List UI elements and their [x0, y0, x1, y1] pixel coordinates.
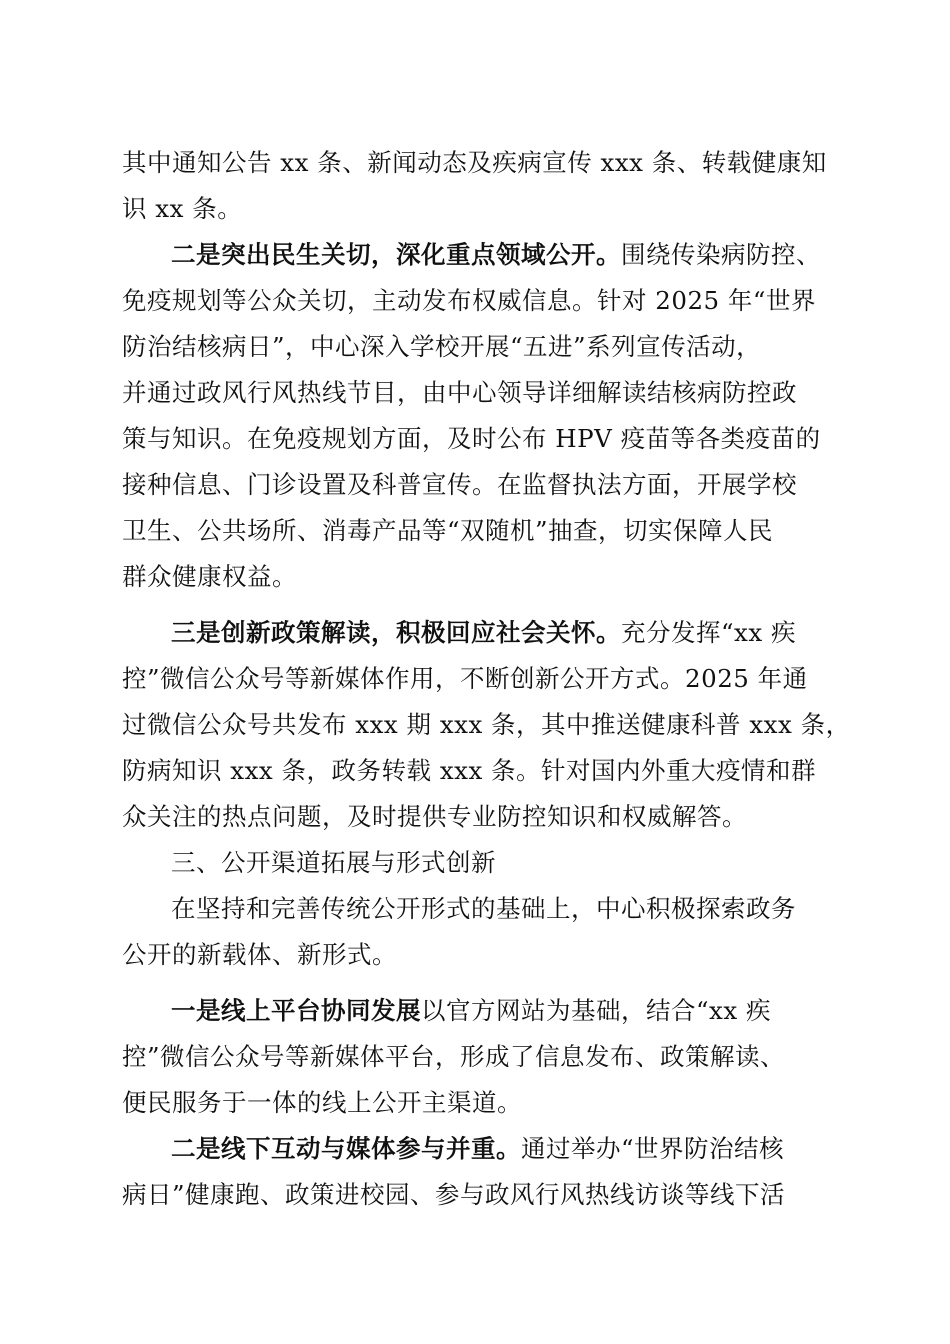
paragraph-line: 并通过政风行风热线节目，由中心领导详细解读结核病防控政	[122, 378, 797, 407]
paragraph-line: 病日”健康跑、政策进校园、参与政风行风热线访谈等线下活	[122, 1180, 786, 1209]
emphasis-lead: 二是突出民生关切，深化重点领域公开。	[171, 240, 621, 269]
paragraph-line: 其中通知公告 xx 条、新闻动态及疾病宣传 xxx 条、转载健康知	[122, 148, 827, 177]
paragraph-line: 控”微信公众号等新媒体作用，不断创新公开方式。2025 年通	[122, 664, 808, 693]
paragraph-line	[171, 988, 771, 1034]
paragraph-line: 控”微信公众号等新媒体平台，形成了信息发布、政策解读、	[122, 1042, 786, 1071]
paragraph-line: 过微信公众号共发布 xxx 期 xxx 条，其中推送健康科普 xxx 条，	[122, 710, 851, 739]
paragraph-text: 围绕传染病防控、	[621, 240, 821, 269]
emphasis-lead: 一是线上平台协同发展	[171, 996, 421, 1025]
paragraph-line: 便民服务于一体的线上公开主渠道。	[122, 1088, 522, 1117]
paragraph-line: 卫生、公共场所、消毒产品等“双随机”抽查，切实保障人民	[122, 516, 774, 545]
emphasis-lead: 二是线下互动与媒体参与并重。	[171, 1134, 521, 1163]
paragraph-line: 在坚持和完善传统公开形式的基础上，中心积极探索政务	[171, 894, 796, 923]
paragraph-line: 识 xx 条。	[122, 194, 243, 223]
paragraph-line: 策与知识。在免疫规划方面，及时公布 HPV 疫苗等各类疫苗的	[122, 424, 821, 453]
paragraph-line	[171, 610, 796, 656]
paragraph-line: 公开的新载体、新形式。	[122, 940, 397, 969]
emphasis-lead: 三是创新政策解读，积极回应社会关怀。	[171, 618, 621, 647]
paragraph-line: 免疫规划等公众关切，主动发布权威信息。针对 2025 年“世界	[122, 286, 816, 315]
paragraph-line: 群众健康权益。	[122, 562, 297, 591]
paragraph-text: 以官方网站为基础，结合“xx 疾	[421, 996, 771, 1025]
paragraph-text: 充分发挥“xx 疾	[621, 618, 796, 647]
paragraph-line: 众关注的热点问题，及时提供专业防控知识和权威解答。	[122, 802, 747, 831]
paragraph-line	[171, 232, 821, 278]
paragraph-line: 接种信息、门诊设置及科普宣传。在监督执法方面，开展学校	[122, 470, 797, 499]
section-heading: 三、公开渠道拓展与形式创新	[171, 848, 496, 877]
paragraph-text: 通过举办“世界防治结核	[521, 1134, 785, 1163]
paragraph-line: 防病知识 xxx 条，政务转载 xxx 条。针对国内外重大疫情和群	[122, 756, 817, 785]
paragraph-line: 防治结核病日”，中心深入学校开展“五进”系列宣传活动，	[122, 332, 762, 361]
paragraph-line	[171, 1126, 784, 1172]
